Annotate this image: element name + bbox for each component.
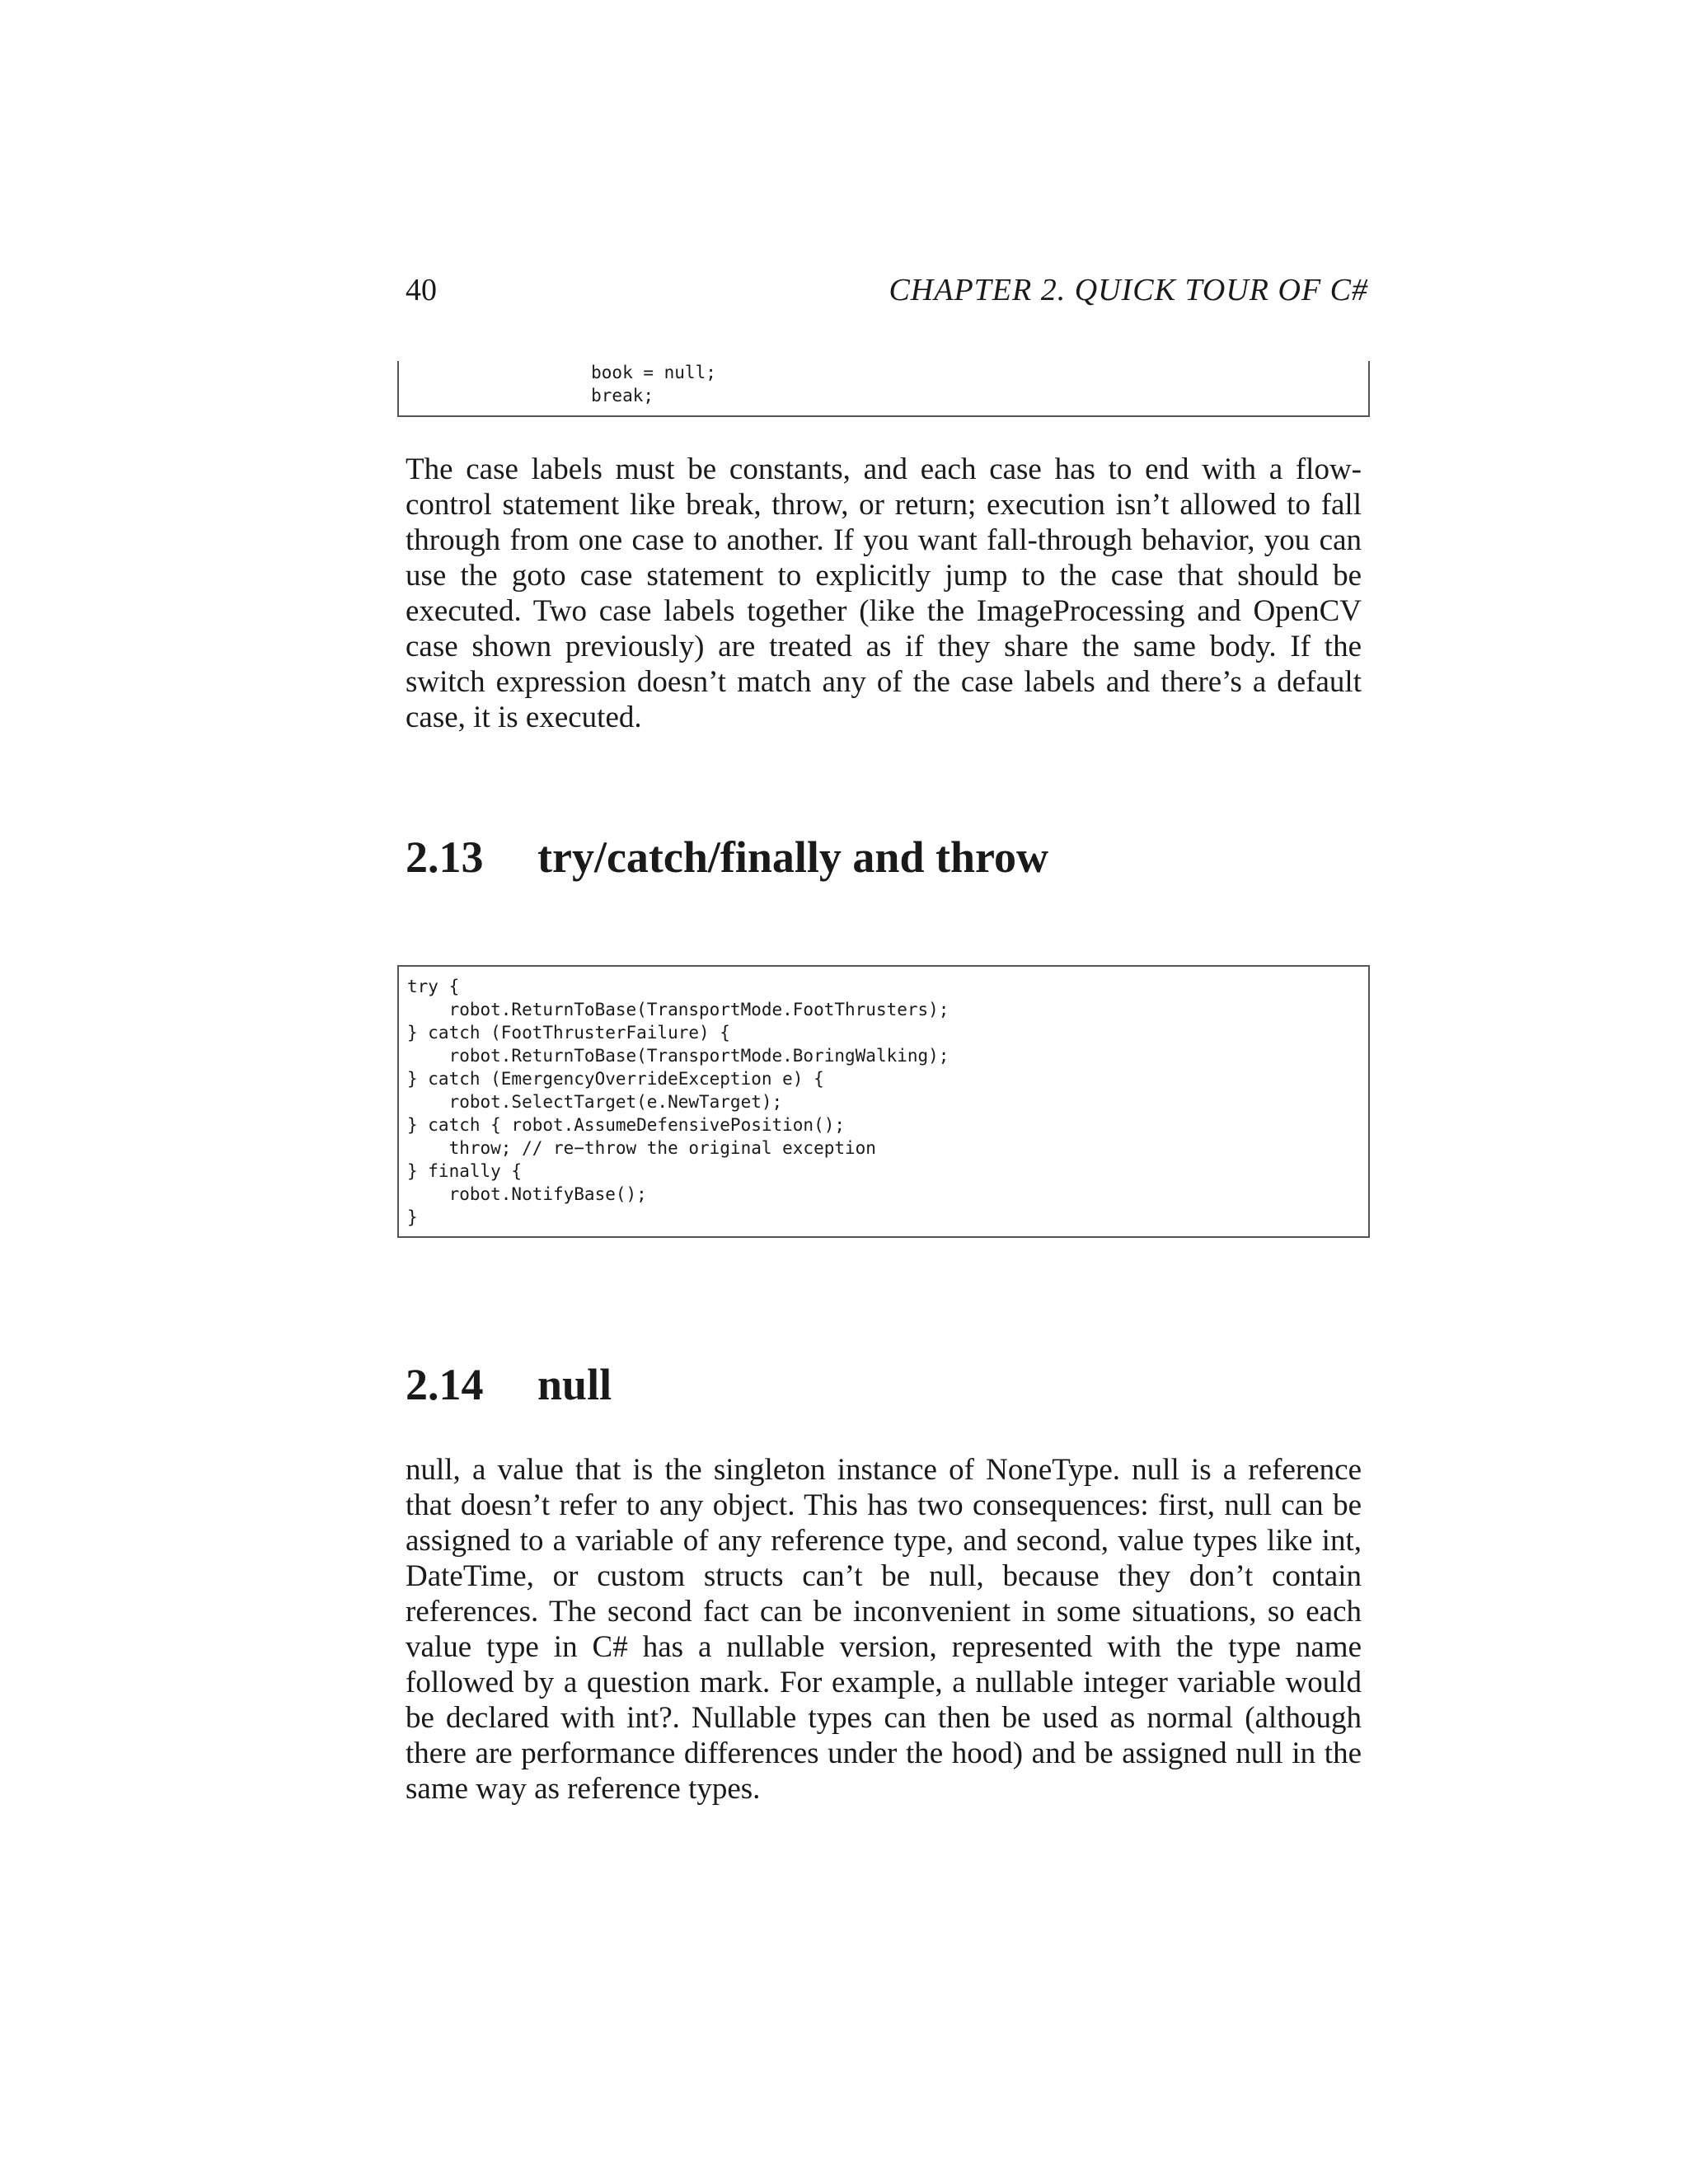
section-number: 2.13 [406, 832, 484, 882]
section-heading-null [406, 1358, 612, 1411]
section-title: null [537, 1360, 612, 1409]
code-text: try { robot.ReturnToBase(TransportMode.FootThrusters); } catch (FootThrusterFailure) { robot.ReturnToBase(TransportMode.BoringWalking); } catch (EmergencyOverrideException e) { robot.SelectTarget(e.NewTarget); } catch { robot.AssumeDefensivePosition(); throw; // re−throw the original exception } finally { robot.NotifyBase(); } [407, 977, 950, 1227]
section-heading-try-catch [406, 831, 1048, 883]
section-title: try/catch/finally and throw [537, 832, 1048, 882]
code-listing-continued [397, 361, 1370, 417]
code-text: book = null; break; [591, 363, 716, 405]
running-header [406, 272, 1368, 313]
page-number: 40 [406, 273, 437, 307]
chapter-title: CHAPTER 2. QUICK TOUR OF C# [889, 273, 1368, 307]
paragraph-switch-rules: The case labels must be constants, and each case has to end with a flow-control statement like break, throw, or return; execution isn’t allowed to fall through from one case to another. If you want fall-through behavior, you can use the goto case statement to explicitly jump to the case that should be executed. Two case labels together (like the ImageProcessing and OpenCV case shown previously) are treated as if they share the same body. If the switch expression doesn’t match any of the case labels and there’s a default case, it is executed. [406, 452, 1362, 734]
section-number: 2.14 [406, 1360, 484, 1409]
code-listing-try-catch [397, 965, 1370, 1238]
paragraph-null: null, a value that is the singleton instance of NoneType. null is a reference that doesn’t refer to any object. This has two consequences: first, null can be assigned to a variable of any reference type, and second, value types like int, DateTime, or custom structs can’t be null, because they don’t contain references. The second fact can be inconvenient in some situations, so each value type in C# has a nullable version, represented with the type name followed by a question mark. For example, a nullable integer variable would be declared with int?. Nullable types can then be used as normal (although there are performance differences under the hood) and be assigned null in the same way as reference types. [406, 1453, 1362, 1806]
